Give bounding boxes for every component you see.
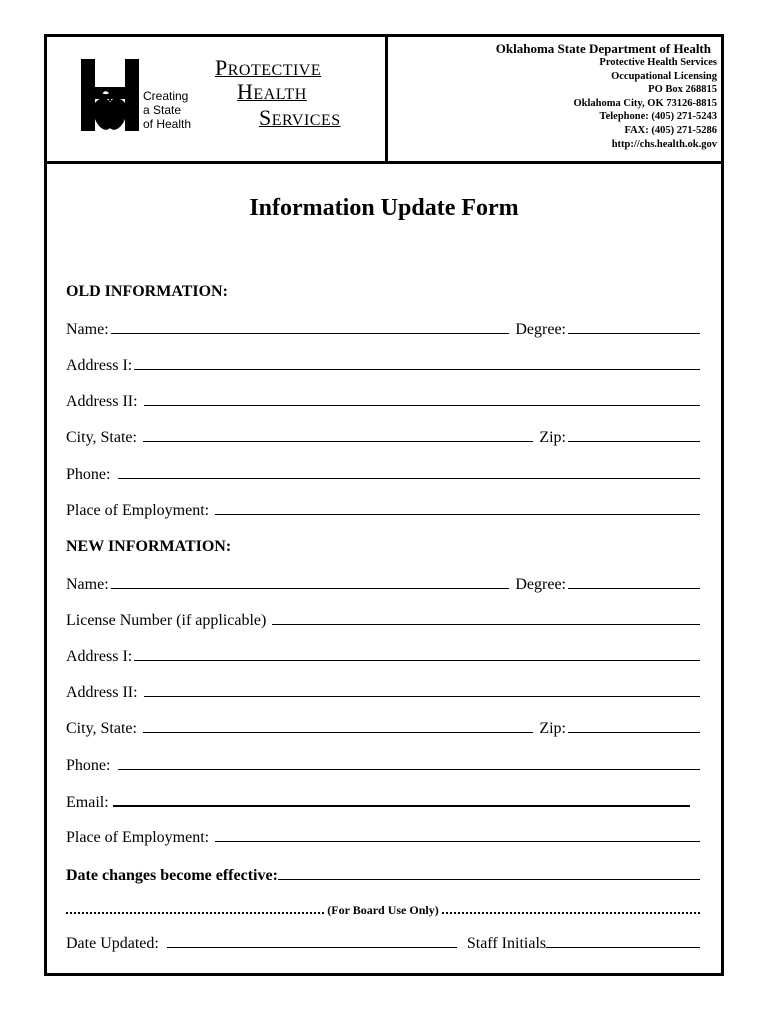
board-use-label: (For Board Use Only) [327,903,439,917]
old-phone-field[interactable] [118,464,700,479]
new-employment-label: Place of Employment: [66,829,210,846]
new-city-field[interactable] [143,718,533,733]
agency-telephone: Telephone: (405) 271-5243 [599,111,717,123]
form-title: Information Update Form [249,195,519,221]
old-degree-label: Degree: [515,321,566,338]
old-name-row [66,319,700,339]
new-address2-field[interactable] [144,682,700,697]
new-address1-label: Address I: [66,648,133,665]
header-divider [385,37,388,164]
agency-po-box: PO Box 268815 [648,84,717,96]
new-employment-row [66,827,700,847]
old-employment-label: Place of Employment: [66,502,210,519]
old-city-label: City, State: [66,429,137,446]
license-label: License Number (if applicable) [66,612,267,629]
new-degree-label: Degree: [515,576,566,593]
old-employment-field[interactable] [215,500,700,515]
agency-city: Oklahoma City, OK 73126-8815 [573,97,717,109]
program-name-line-3: SERVICES [259,105,341,130]
old-phone-row [66,464,700,484]
old-name-label: Name: [66,321,109,338]
staff-initials-field[interactable] [546,933,700,948]
new-name-label: Name: [66,576,109,593]
new-zip-label: Zip: [539,720,566,737]
old-address2-label: Address II: [66,393,138,410]
new-phone-label: Phone: [66,757,111,774]
program-name-line-1: PROTECTIVE [215,55,322,80]
dotted-line-right [442,903,700,914]
new-phone-field[interactable] [118,755,700,770]
new-address1-row [66,646,700,666]
tagline-line-1: Creating [143,89,189,103]
new-information-heading: NEW INFORMATION: [66,538,232,555]
program-name-line-2: HEALTH [237,79,307,104]
email-field[interactable] [113,791,690,807]
staff-initials-label: Staff Initials [466,935,547,952]
effective-date-field[interactable] [278,865,700,880]
tagline-line-2: a State [143,103,182,117]
email-row [66,791,690,812]
new-employment-field[interactable] [215,827,700,842]
old-city-field[interactable] [143,427,533,442]
logo-tagline [143,89,191,131]
old-zip-label: Zip: [539,429,566,446]
new-address1-field[interactable] [134,646,700,661]
tagline-line-3: of Health [143,117,192,131]
new-degree-field[interactable] [568,574,700,589]
date-updated-field[interactable] [167,933,457,948]
dotted-line-left [66,903,324,914]
old-name-field[interactable] [111,319,510,334]
new-address2-label: Address II: [66,684,138,701]
email-label: Email: [66,794,109,811]
date-updated-label: Date Updated: [66,935,159,952]
health-department-logo-icon [81,59,139,131]
new-zip-field[interactable] [568,718,700,733]
agency-contact-block [391,41,721,151]
new-phone-row [66,755,700,775]
new-address2-row [66,682,700,702]
old-zip-field[interactable] [568,427,700,442]
effective-date-label: Date changes become effective: [66,867,278,884]
old-degree-field[interactable] [568,319,700,334]
license-row [66,610,700,630]
old-address1-row [66,355,700,375]
new-name-row [66,574,700,594]
new-city-label: City, State: [66,720,137,737]
old-address2-field[interactable] [144,391,700,406]
new-name-field[interactable] [111,574,510,589]
letterhead [47,37,721,164]
date-updated-row [66,933,700,953]
agency-division: Protective Health Services [599,57,717,68]
old-address1-field[interactable] [134,355,700,370]
new-city-row [66,718,700,738]
form-frame [44,34,724,976]
board-use-divider [66,903,700,918]
agency-name: Oklahoma State Department of Health [495,41,711,56]
old-information-heading: OLD INFORMATION: [66,283,228,300]
old-address2-row [66,391,700,411]
old-city-row [66,427,700,447]
old-address1-label: Address I: [66,357,133,374]
agency-unit: Occupational Licensing [611,70,717,82]
old-employment-row [66,500,700,520]
old-phone-label: Phone: [66,466,111,483]
effective-date-row [66,865,700,885]
agency-url[interactable]: http://chs.health.ok.gov [611,138,717,150]
license-field[interactable] [272,610,700,625]
agency-fax: FAX: (405) 271-5286 [624,124,717,136]
